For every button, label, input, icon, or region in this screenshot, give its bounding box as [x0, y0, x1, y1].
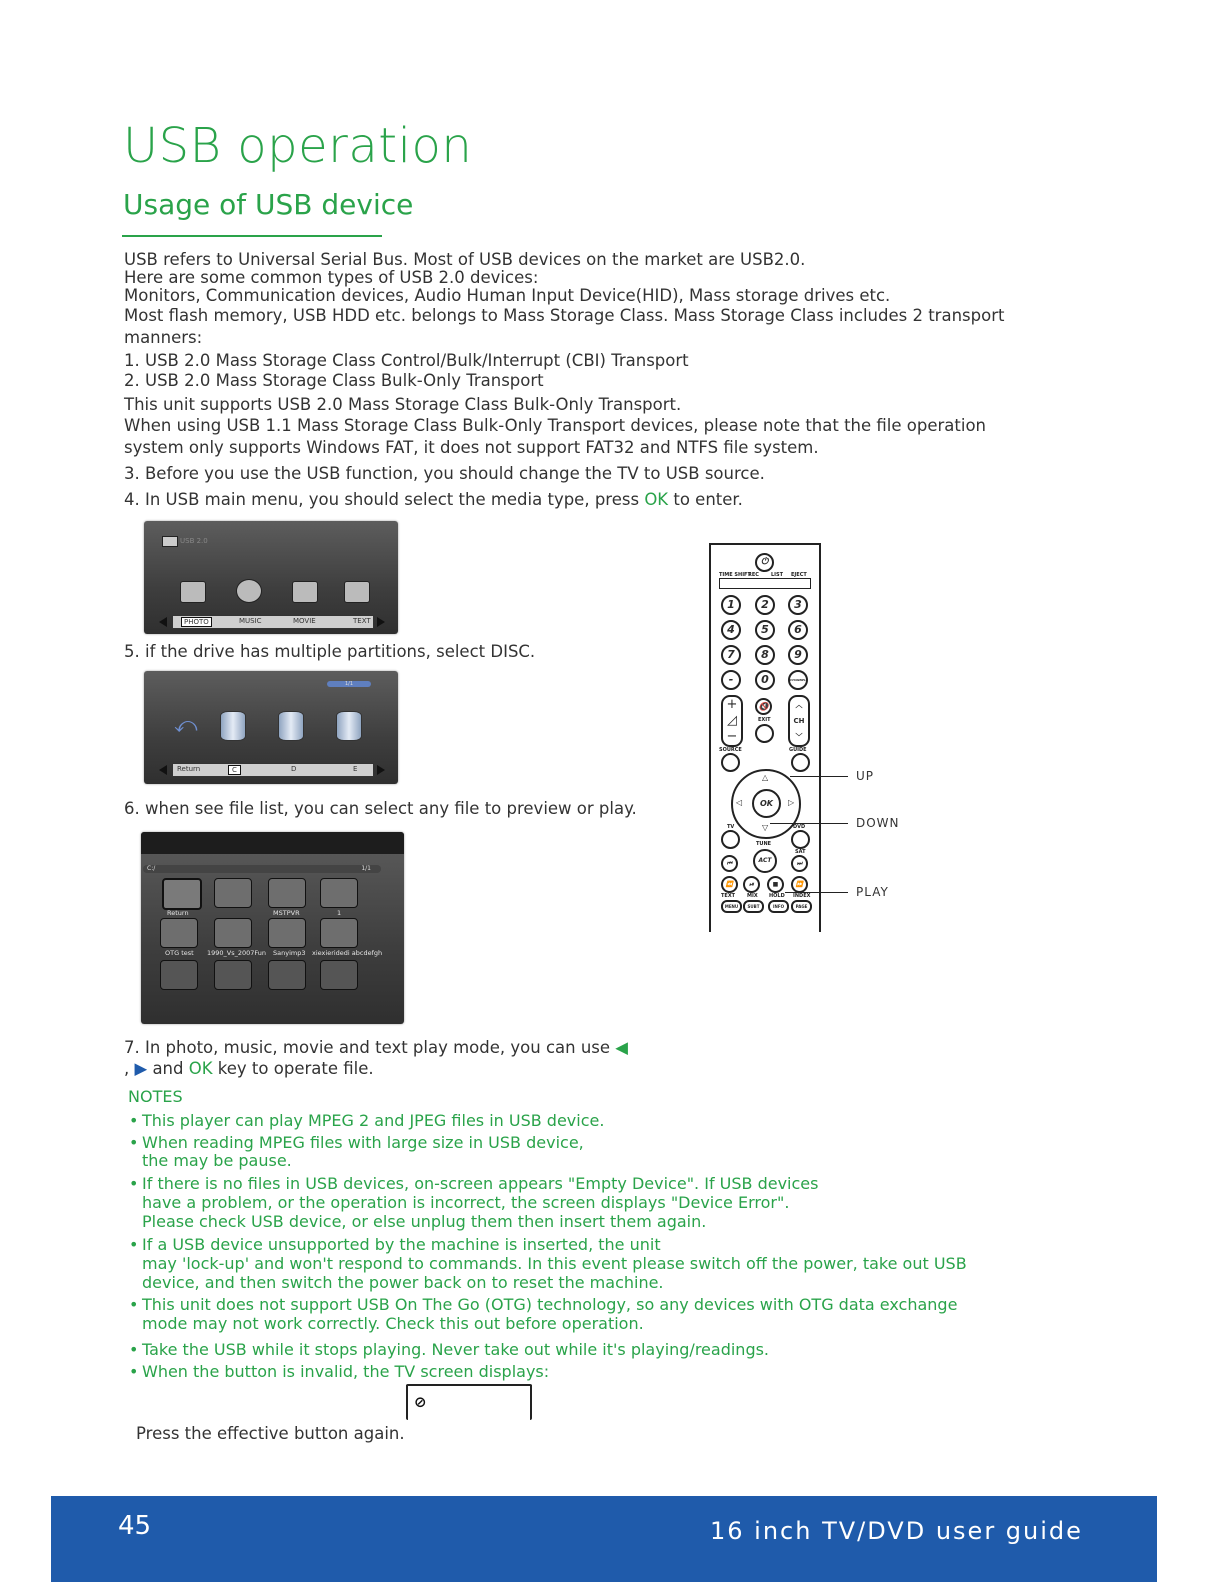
- folder-tile[interactable]: [214, 878, 252, 908]
- item-disc-d[interactable]: D: [291, 765, 297, 773]
- digit-2-button[interactable]: 2: [755, 595, 775, 615]
- mute-icon[interactable]: 🔇: [755, 698, 772, 715]
- play-callout-line: [785, 892, 848, 893]
- disc-c-icon[interactable]: [220, 711, 246, 741]
- intro-line-3: Monitors, Communication devices, Audio Human Input Device(HID), Mass storage drives etc.: [124, 286, 891, 305]
- step-5: 5. if the drive has multiple partitions, select DISC.: [124, 642, 536, 661]
- empty-tile: [268, 960, 306, 990]
- path-text: C:/: [147, 865, 156, 872]
- label-rec: REC: [748, 572, 759, 578]
- folder-tile[interactable]: [268, 878, 306, 908]
- page-indicator: 1/1: [327, 681, 371, 687]
- prohibited-icon: ⊘: [414, 1393, 427, 1411]
- ok-key: OK: [188, 1059, 213, 1078]
- disc-d-icon[interactable]: [278, 711, 304, 741]
- folder-tile[interactable]: [320, 878, 358, 908]
- note-line: Please check USB device, or else unplug them then insert them again.: [142, 1212, 707, 1231]
- file-label: Return: [167, 909, 189, 917]
- left-key-icon: ◀: [615, 1038, 628, 1057]
- top-button-strip[interactable]: [719, 578, 811, 589]
- play-pause-icon[interactable]: ⏯: [743, 876, 760, 893]
- digit-0-button[interactable]: 0: [755, 670, 775, 690]
- bullet: •: [129, 1111, 139, 1130]
- power-icon[interactable]: ⏻: [755, 553, 774, 572]
- right-arrow-icon[interactable]: ▷: [788, 798, 795, 807]
- rewind-icon[interactable]: ⏪: [721, 876, 738, 893]
- photo-icon: [180, 581, 206, 603]
- partition-bar: [172, 763, 374, 777]
- item-disc-c[interactable]: C: [228, 765, 241, 775]
- dvd-button[interactable]: [791, 830, 810, 849]
- file-label: MSTPVR: [273, 909, 300, 917]
- intro-line-7: 2. USB 2.0 Mass Storage Class Bulk-Only Transport: [124, 371, 544, 390]
- label-eject: EJECT: [791, 572, 807, 578]
- step-7-line-1: [124, 1039, 628, 1057]
- file-label: OTG test: [165, 949, 194, 957]
- note-4: [129, 1235, 967, 1292]
- step-7-line-2: [124, 1060, 374, 1078]
- info-button[interactable]: INFO: [768, 900, 789, 913]
- empty-tile: [160, 960, 198, 990]
- music-icon: [236, 579, 262, 603]
- file-label: 1: [337, 909, 342, 917]
- music-file-tile[interactable]: [320, 918, 358, 948]
- step-6: 6. when see file list, you can select any file to preview or play.: [124, 799, 637, 818]
- step-7-comma: ,: [124, 1059, 135, 1078]
- note-line: When reading MPEG files with large size in USB device,: [142, 1133, 584, 1152]
- step-4-text-end: to enter.: [668, 490, 743, 509]
- digit-6-button[interactable]: 6: [788, 620, 808, 640]
- tab-text[interactable]: TEXT: [353, 617, 371, 625]
- nav-ring[interactable]: [731, 769, 801, 839]
- act-button[interactable]: ACT: [753, 849, 777, 873]
- press-again-text: Press the effective button again.: [136, 1424, 405, 1443]
- step-7-text: 7. In photo, music, movie and text play mode, you can use: [124, 1038, 616, 1057]
- prev-icon[interactable]: ⏮: [721, 855, 738, 872]
- up-callout-line: [790, 776, 848, 777]
- screen-header: USB 2.0: [180, 537, 208, 545]
- label-time-shift: TIME SHIFT: [719, 572, 751, 578]
- item-disc-e[interactable]: E: [353, 765, 358, 773]
- step-4-text: 4. In USB main menu, you should select the media type, press: [124, 490, 645, 509]
- down-arrow-icon[interactable]: ▽: [762, 823, 769, 832]
- label-hold: HOLD: [769, 893, 785, 899]
- ok-key: OK: [644, 490, 669, 509]
- file-label: 1990_Vs_2007Fun: [207, 949, 267, 957]
- dash-button[interactable]: -: [721, 670, 741, 690]
- note-line: This unit does not support USB On The Go (OTG) technology, so any devices with OTG data exchange: [142, 1295, 958, 1314]
- source-button[interactable]: [721, 753, 740, 772]
- guide-title: 16 inch TV/DVD user guide: [710, 1517, 1083, 1545]
- usb-icon: [162, 536, 178, 547]
- path-bar: [143, 865, 381, 873]
- note-line: have a problem, or the operation is incorrect, the screen displays "Device Error".: [142, 1193, 790, 1212]
- channel-rocker[interactable]: ︿ CH ﹀: [788, 695, 810, 747]
- step-3: 3. Before you use the USB function, you should change the TV to USB source.: [124, 464, 765, 483]
- return-tile[interactable]: [162, 878, 202, 910]
- label-ch: CH: [793, 717, 805, 725]
- note-6: [129, 1340, 770, 1359]
- digit-9-button[interactable]: 9: [788, 645, 808, 665]
- note-line: may 'lock-up' and won't respond to commands. In this event please switch off the power, take out USB: [142, 1254, 967, 1273]
- left-arrow-icon: [159, 617, 167, 627]
- text-icon: [344, 581, 370, 603]
- step-7-and: and: [147, 1059, 189, 1078]
- digit-7-button[interactable]: 7: [721, 645, 741, 665]
- up-callout: UP: [856, 769, 875, 783]
- screen-top-bar: [141, 832, 404, 854]
- menu-button[interactable]: MENU: [721, 900, 742, 913]
- remote-control: [709, 543, 821, 932]
- digit-3-button[interactable]: 3: [788, 595, 808, 615]
- item-return[interactable]: Return: [177, 765, 201, 773]
- stop-icon[interactable]: ■: [767, 876, 784, 893]
- intro-line-2: Here are some common types of USB 2.0 devices:: [124, 268, 539, 287]
- media-type-bar: [172, 615, 374, 629]
- note-line: mode may not work correctly. Check this out before operation.: [142, 1314, 644, 1333]
- title-rule: [122, 235, 382, 237]
- step-4: [124, 491, 743, 509]
- play-callout: PLAY: [856, 885, 889, 899]
- next-icon[interactable]: ⏭: [791, 855, 808, 872]
- note-line: When the button is invalid, the TV screen displays:: [142, 1362, 550, 1381]
- tab-music[interactable]: MUSIC: [239, 617, 262, 625]
- intro-line-6: 1. USB 2.0 Mass Storage Class Control/Bulk/Interrupt (CBI) Transport: [124, 351, 689, 370]
- fast-forward-icon[interactable]: ⏩: [791, 876, 808, 893]
- note-1: [129, 1111, 605, 1130]
- digit-5-button[interactable]: 5: [755, 620, 775, 640]
- exit-button[interactable]: [755, 724, 774, 743]
- note-5: [129, 1295, 958, 1333]
- label-tune: TUNE: [756, 841, 772, 847]
- file-list-screen: [141, 832, 404, 1024]
- bullet: •: [129, 1295, 139, 1314]
- note-line: This player can play MPEG 2 and JPEG files in USB device.: [142, 1111, 605, 1130]
- digit-8-button[interactable]: 8: [755, 645, 775, 665]
- guide-button[interactable]: [791, 753, 810, 772]
- up-arrow-icon[interactable]: △: [762, 773, 769, 782]
- label-sat: SAT: [795, 849, 806, 855]
- intro-line-8: This unit supports USB 2.0 Mass Storage Class Bulk-Only Transport.: [124, 395, 682, 414]
- tab-photo[interactable]: PHOTO: [181, 617, 212, 627]
- page-title: USB operation: [123, 118, 473, 174]
- intro-line-1: USB refers to Universal Serial Bus. Most of USB devices on the market are USB2.0.: [124, 250, 806, 269]
- music-file-tile[interactable]: [214, 918, 252, 948]
- page-button[interactable]: PAGE: [791, 900, 812, 913]
- notes-title: NOTES: [128, 1087, 183, 1106]
- left-arrow-icon: [159, 765, 167, 775]
- label-text: TEXT: [721, 893, 736, 899]
- page-text: 1/1: [361, 865, 371, 872]
- note-line: If there is no files in USB devices, on-screen appears "Empty Device". If USB devices: [142, 1174, 819, 1193]
- note-3: [129, 1174, 819, 1231]
- volume-rocker[interactable]: + ◿ −: [721, 695, 743, 747]
- empty-tile: [214, 960, 252, 990]
- label-source: SOURCE: [719, 747, 742, 753]
- intro-line-4: Most flash memory, USB HDD etc. belongs to Mass Storage Class. Mass Storage Class includes 2 transport: [124, 306, 1005, 325]
- intro-line-9: When using USB 1.1 Mass Storage Class Bulk-Only Transport devices, please note that the file operation: [124, 416, 987, 435]
- bullet: •: [129, 1362, 139, 1381]
- label-dvd: DVD: [793, 824, 806, 830]
- file-tile[interactable]: [160, 918, 198, 948]
- disc-e-icon[interactable]: [336, 711, 362, 741]
- file-label: Sanyimp3: [273, 949, 306, 957]
- label-mix: MIX: [747, 893, 758, 899]
- movie-icon: [292, 581, 318, 603]
- down-callout: DOWN: [856, 816, 900, 830]
- note-line: If a USB device unsupported by the machine is inserted, the unit: [142, 1235, 661, 1254]
- bullet: •: [129, 1235, 139, 1254]
- tv-button[interactable]: [721, 830, 740, 849]
- file-label: xiexieridedi abcdefgh: [312, 949, 383, 957]
- label-guide: GUIDE: [789, 747, 807, 753]
- intro-line-10: system only supports Windows FAT, it does not support FAT32 and NTFS file system.: [124, 438, 819, 457]
- note-line: Take the USB while it stops playing. Never take out while it's playing/readings.: [142, 1340, 770, 1359]
- bullet: •: [129, 1174, 139, 1193]
- empty-tile: [320, 960, 358, 990]
- digit-4-button[interactable]: 4: [721, 620, 741, 640]
- bullet: •: [129, 1133, 139, 1152]
- right-key-icon: ▶: [134, 1059, 148, 1078]
- intro-line-5: manners:: [124, 328, 203, 347]
- tab-movie[interactable]: MOVIE: [293, 617, 316, 625]
- note-line: the may be pause.: [142, 1151, 292, 1170]
- partition-screen: [144, 671, 398, 784]
- note-7: [129, 1362, 550, 1381]
- music-file-tile[interactable]: [268, 918, 306, 948]
- usb-main-menu-screen: [144, 521, 398, 634]
- subt-button[interactable]: SUBT: [743, 900, 764, 913]
- left-arrow-icon[interactable]: ◁: [736, 798, 743, 807]
- label-exit: EXIT: [758, 717, 771, 723]
- note-2: [129, 1133, 584, 1170]
- page-number: 45: [118, 1511, 152, 1541]
- down-callout-line: [770, 823, 848, 824]
- right-arrow-icon: [377, 617, 385, 627]
- label-list: LIST: [771, 572, 784, 578]
- note-line: device, and then switch the power back on to reset the machine.: [142, 1273, 664, 1292]
- bullet: •: [129, 1340, 139, 1359]
- section-title: Usage of USB device: [123, 188, 414, 221]
- label-tv: TV: [727, 824, 735, 830]
- label-index: INDEX: [793, 893, 811, 899]
- return-icon[interactable]: ⤺: [174, 713, 198, 738]
- channel-button[interactable]: CHANNEL: [788, 670, 808, 690]
- right-arrow-icon: [377, 765, 385, 775]
- ok-button[interactable]: OK: [752, 789, 781, 818]
- invalid-screen-box: [406, 1384, 532, 1420]
- digit-1-button[interactable]: 1: [721, 595, 741, 615]
- step-7-text-end: key to operate file.: [212, 1059, 374, 1078]
